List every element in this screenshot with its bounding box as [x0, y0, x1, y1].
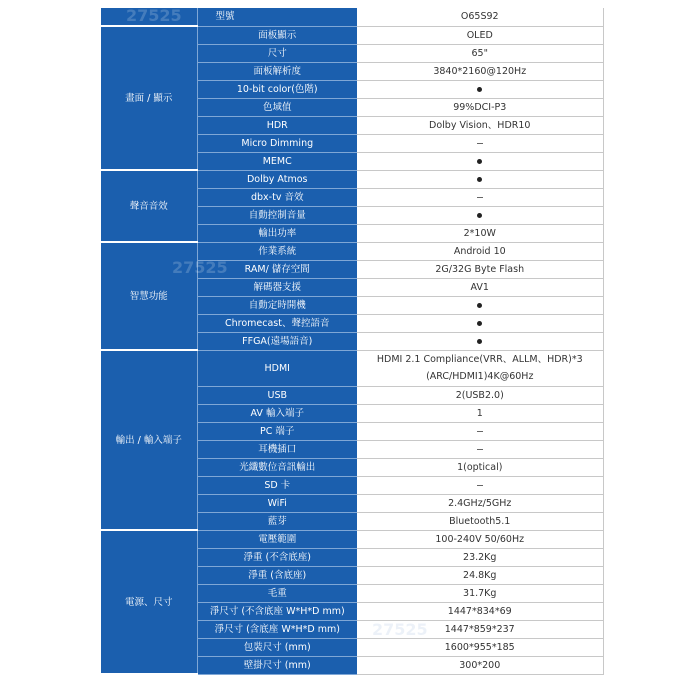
spec-value: [357, 134, 603, 152]
spec-label: Micro Dimming: [197, 134, 357, 152]
spec-value: 65": [357, 44, 603, 62]
spec-label: HDR: [197, 116, 357, 134]
spec-label: 面板解析度: [197, 62, 357, 80]
spec-value: 24.8Kg: [357, 566, 603, 584]
spec-value: 1447*859*237: [357, 620, 603, 638]
supported-dot-icon: [477, 177, 482, 182]
spec-value: Dolby Vision、HDR10: [357, 116, 603, 134]
spec-label: USB: [197, 386, 357, 404]
spec-label: 自動控制音量: [197, 206, 357, 224]
supported-dot-icon: [477, 303, 482, 308]
spec-value: [357, 314, 603, 332]
spec-label: WiFi: [197, 494, 357, 512]
spec-row: [101, 26, 603, 44]
spec-label: 耳機插口: [197, 440, 357, 458]
spec-label: 藍芽: [197, 512, 357, 530]
spec-label: 解碼器支援: [197, 278, 357, 296]
spec-value: 99%DCI-P3: [357, 98, 603, 116]
spec-row: [101, 170, 603, 188]
spec-value: O65S92: [357, 8, 603, 26]
not-supported-dash-icon: [477, 431, 483, 432]
spec-value-line: (ARC/HDMI1)4K@60Hz: [426, 371, 534, 382]
category-cell: 智慧功能: [101, 242, 197, 350]
spec-table: [101, 8, 604, 675]
spec-value: 2(USB2.0): [357, 386, 603, 404]
spec-value: 2G/32G Byte Flash: [357, 260, 603, 278]
spec-value: [357, 188, 603, 206]
not-supported-dash-icon: [477, 197, 483, 198]
spec-label: HDMI: [197, 350, 357, 386]
not-supported-dash-icon: [477, 449, 483, 450]
category-cell: 電源、尺寸: [101, 530, 197, 674]
spec-row: [101, 242, 603, 260]
spec-label: 包裝尺寸 (mm): [197, 638, 357, 656]
spec-label: SD 卡: [197, 476, 357, 494]
spec-label: 尺寸: [197, 44, 357, 62]
spec-label: 型號: [197, 8, 357, 26]
spec-label: RAM/ 儲存空間: [197, 260, 357, 278]
spec-value: 300*200: [357, 656, 603, 674]
spec-value: Bluetooth5.1: [357, 512, 603, 530]
spec-value: 2*10W: [357, 224, 603, 242]
spec-label: 壁掛尺寸 (mm): [197, 656, 357, 674]
spec-row: [101, 350, 603, 386]
spec-label: 淨尺寸 (不含底座 W*H*D mm): [197, 602, 357, 620]
spec-label: Dolby Atmos: [197, 170, 357, 188]
spec-label: FFGA(遠場語音): [197, 332, 357, 350]
spec-table-body: [101, 8, 603, 674]
spec-value: [357, 350, 603, 386]
supported-dot-icon: [477, 87, 482, 92]
spec-value: 1(optical): [357, 458, 603, 476]
spec-value-line: HDMI 2.1 Compliance(VRR、ALLM、HDR)*3: [376, 354, 583, 365]
supported-dot-icon: [477, 213, 482, 218]
spec-label: 作業系統: [197, 242, 357, 260]
spec-value: [357, 206, 603, 224]
spec-value: 1: [357, 404, 603, 422]
spec-value: 31.7Kg: [357, 584, 603, 602]
spec-value: [357, 440, 603, 458]
spec-value: [357, 476, 603, 494]
spec-label: Chromecast、聲控語音: [197, 314, 357, 332]
spec-value: [357, 296, 603, 314]
spec-label: 自動定時開機: [197, 296, 357, 314]
spec-label: AV 輸入端子: [197, 404, 357, 422]
spec-label: 毛重: [197, 584, 357, 602]
category-cell: [101, 8, 197, 26]
spec-value: AV1: [357, 278, 603, 296]
spec-value: 23.2Kg: [357, 548, 603, 566]
spec-value: 1600*955*185: [357, 638, 603, 656]
spec-label: dbx-tv 音效: [197, 188, 357, 206]
spec-value: [357, 422, 603, 440]
spec-label: 光纖數位音訊輸出: [197, 458, 357, 476]
spec-value: 3840*2160@120Hz: [357, 62, 603, 80]
spec-value: [357, 80, 603, 98]
not-supported-dash-icon: [477, 143, 483, 144]
spec-label: 色域值: [197, 98, 357, 116]
spec-value: 2.4GHz/5GHz: [357, 494, 603, 512]
spec-row: [101, 530, 603, 548]
spec-label: 面板顯示: [197, 26, 357, 44]
spec-row: [101, 8, 603, 26]
spec-label: 淨尺寸 (含底座 W*H*D mm): [197, 620, 357, 638]
spec-value: 1447*834*69: [357, 602, 603, 620]
spec-value: Android 10: [357, 242, 603, 260]
spec-label: 淨重 (含底座): [197, 566, 357, 584]
spec-label: MEMC: [197, 152, 357, 170]
spec-value: [357, 170, 603, 188]
spec-value: 100-240V 50/60Hz: [357, 530, 603, 548]
category-cell: 畫面 / 顯示: [101, 26, 197, 170]
supported-dot-icon: [477, 321, 482, 326]
spec-label: PC 端子: [197, 422, 357, 440]
not-supported-dash-icon: [477, 485, 483, 486]
category-cell: 輸出 / 輸入端子: [101, 350, 197, 530]
spec-label: 10-bit color(色階): [197, 80, 357, 98]
supported-dot-icon: [477, 159, 482, 164]
spec-value: [357, 332, 603, 350]
spec-value: OLED: [357, 26, 603, 44]
supported-dot-icon: [477, 339, 482, 344]
spec-label: 淨重 (不含底座): [197, 548, 357, 566]
spec-value: [357, 152, 603, 170]
spec-label: 電壓範圍: [197, 530, 357, 548]
category-cell: 聲音音效: [101, 170, 197, 242]
spec-label: 輸出功率: [197, 224, 357, 242]
